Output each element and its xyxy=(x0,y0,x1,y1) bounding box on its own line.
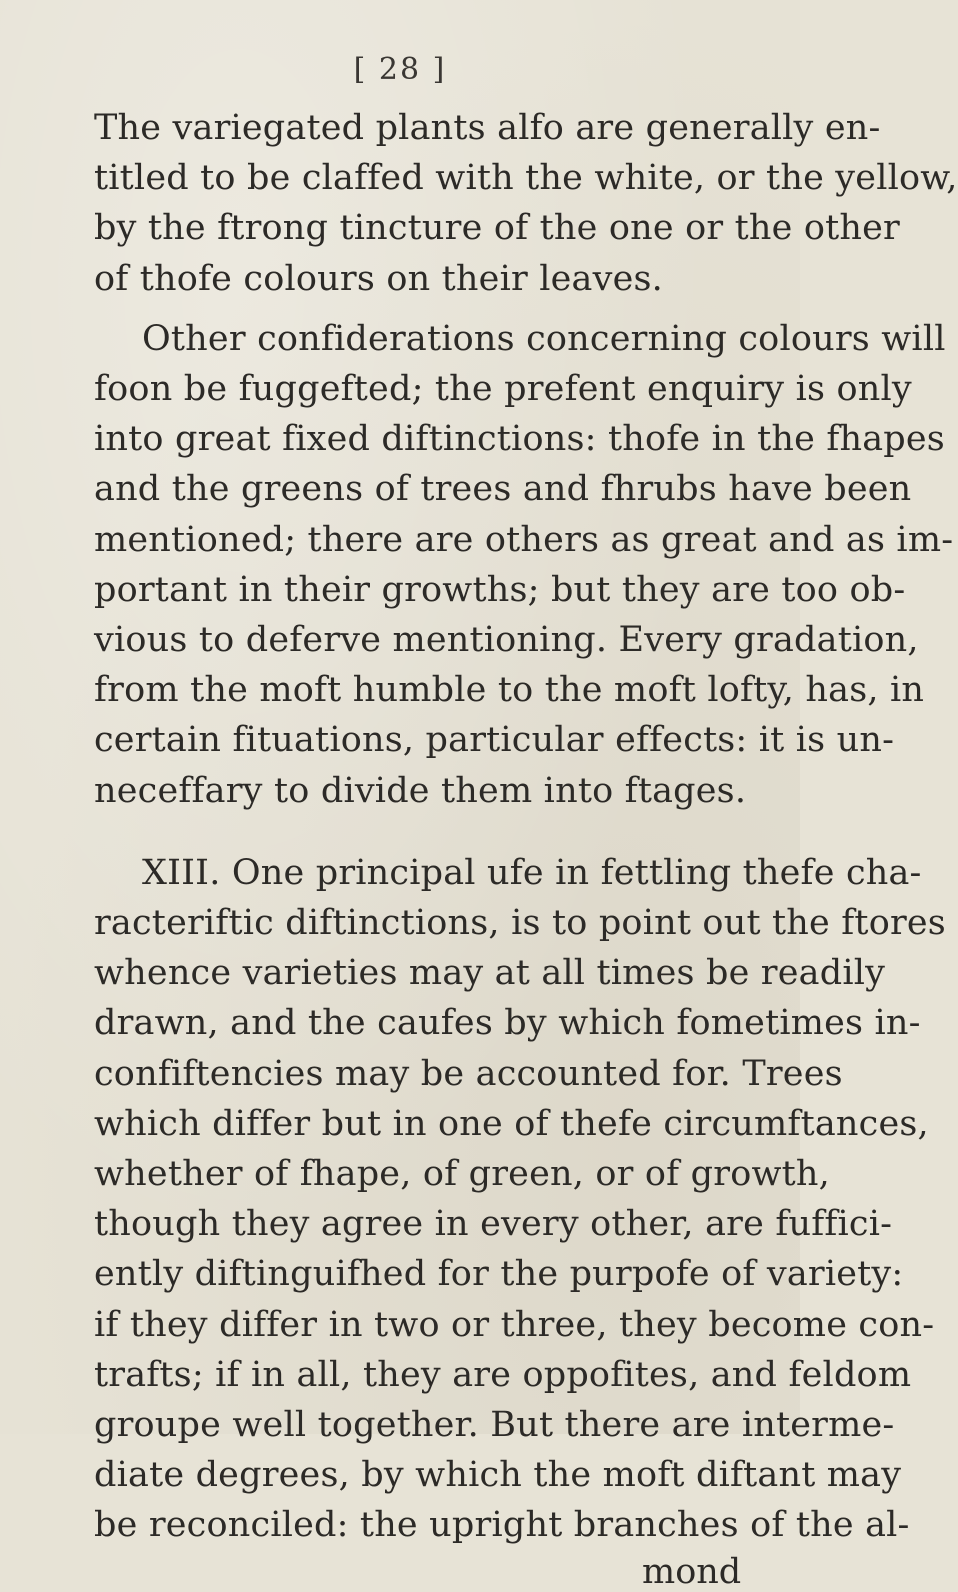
text-line: whether of fhape, of green, or of growth, xyxy=(94,1154,830,1194)
page-number: [ 28 ] xyxy=(353,52,447,87)
text-line: into great fixed diftinctions: thofe in the fhapes xyxy=(94,419,945,460)
text-line: trafts; if in all, they are oppofites, and feldom xyxy=(94,1354,912,1395)
text-line: mentioned; there are others as great and as im- xyxy=(94,519,954,560)
text-line: diate degrees, by which the moft diftant may xyxy=(94,1455,902,1496)
catchword: mond xyxy=(642,1551,742,1592)
text-line: racteriftic diftinctions, is to point out the ftores xyxy=(94,903,946,943)
text-line: ently diftinguifhed for the purpofe of variety: xyxy=(94,1254,904,1295)
text-line: confiftencies may be accounted for. Trees xyxy=(94,1053,843,1094)
text-line: certain fituations, particular effects: it is un- xyxy=(94,720,895,761)
text-line: which differ but in one of thefe circumftances, xyxy=(94,1103,929,1144)
text-line: drawn, and the caufes by which fometimes in- xyxy=(94,1003,921,1044)
text-line: neceffary to divide them into ftages. xyxy=(94,770,747,811)
text-line: from the moft humble to the moft lofty, has, in xyxy=(94,670,925,711)
text-line: by the ftrong tincture of the one or the other xyxy=(94,208,900,249)
text-line: portant in their growths; but they are too ob- xyxy=(94,569,906,610)
text-line: XIII. One principal ufe in fettling thefe cha- xyxy=(142,852,922,893)
text-line: though they agree in every other, are fuffici- xyxy=(94,1204,893,1245)
text-line: groupe well together. But there are interme- xyxy=(94,1405,895,1445)
text-line: and the greens of trees and fhrubs have been xyxy=(94,469,912,510)
text-line: The variegated plants alfo are generally en- xyxy=(94,108,881,148)
text-line: foon be fuggefted; the prefent enquiry is only xyxy=(94,369,912,409)
text-line: of thofe colours on their leaves. xyxy=(94,258,663,299)
text-line: Other confiderations concerning colours will xyxy=(142,318,946,359)
text-line: if they differ in two or three, they become con- xyxy=(94,1304,935,1345)
text-line: be reconciled: the upright branches of the al- xyxy=(94,1505,910,1546)
text-line: vious to deferve mentioning. Every gradation, xyxy=(94,620,919,660)
text-line: whence varieties may at all times be readily xyxy=(94,953,886,994)
text-line: titled to be claffed with the white, or the yellow, xyxy=(94,158,958,199)
